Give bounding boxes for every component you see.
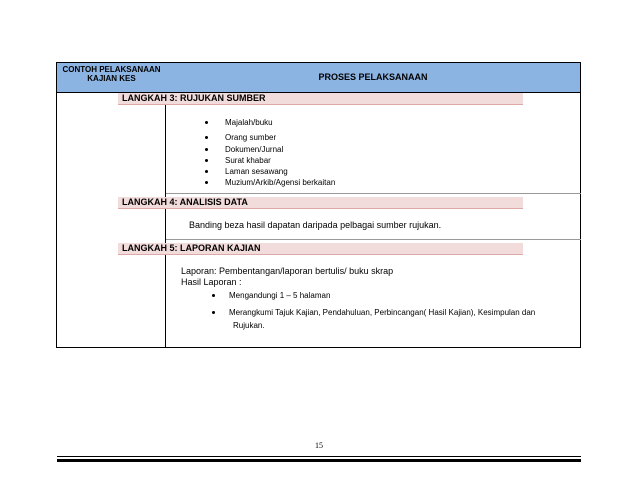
footer-rule-thin	[57, 456, 581, 457]
bullet-icon	[212, 294, 215, 297]
step3-title: LANGKAH 3: RUJUKAN SUMBER	[122, 93, 266, 103]
step5-result-line: Hasil Laporan :	[181, 277, 242, 287]
step5-title: LANGKAH 5: LAPORAN KAJIAN	[122, 243, 261, 253]
bullet-icon	[205, 159, 208, 162]
bullet-icon	[205, 181, 208, 184]
process-column-header-text: PROSES PELAKSANAAN	[318, 72, 428, 82]
bullet-icon	[212, 311, 215, 314]
bullet-icon	[205, 170, 208, 173]
step4-title-bar	[118, 197, 523, 209]
footer-rule-thick	[57, 459, 581, 462]
step3-title-bar	[118, 93, 523, 105]
bullet-icon	[205, 121, 208, 124]
step4-title: LANGKAH 4: ANALISIS DATA	[122, 197, 248, 207]
step5-title-bar	[118, 243, 523, 255]
bullet-icon	[205, 136, 208, 139]
process-column-header	[166, 63, 580, 93]
example-column-header	[57, 63, 166, 93]
page-number: 15	[315, 441, 323, 450]
step5-report-line: Laporan: Pembentangan/laporan bertulis/ buku skrap	[181, 266, 394, 276]
bullet-icon	[205, 148, 208, 151]
section-divider	[166, 239, 581, 240]
section-divider	[166, 193, 581, 194]
step4-body: Banding beza hasil dapatan daripada pelbagai sumber rujukan.	[189, 220, 442, 230]
example-column-header-text: CONTOH PELAKSANAAN KAJIAN KES	[62, 65, 161, 83]
